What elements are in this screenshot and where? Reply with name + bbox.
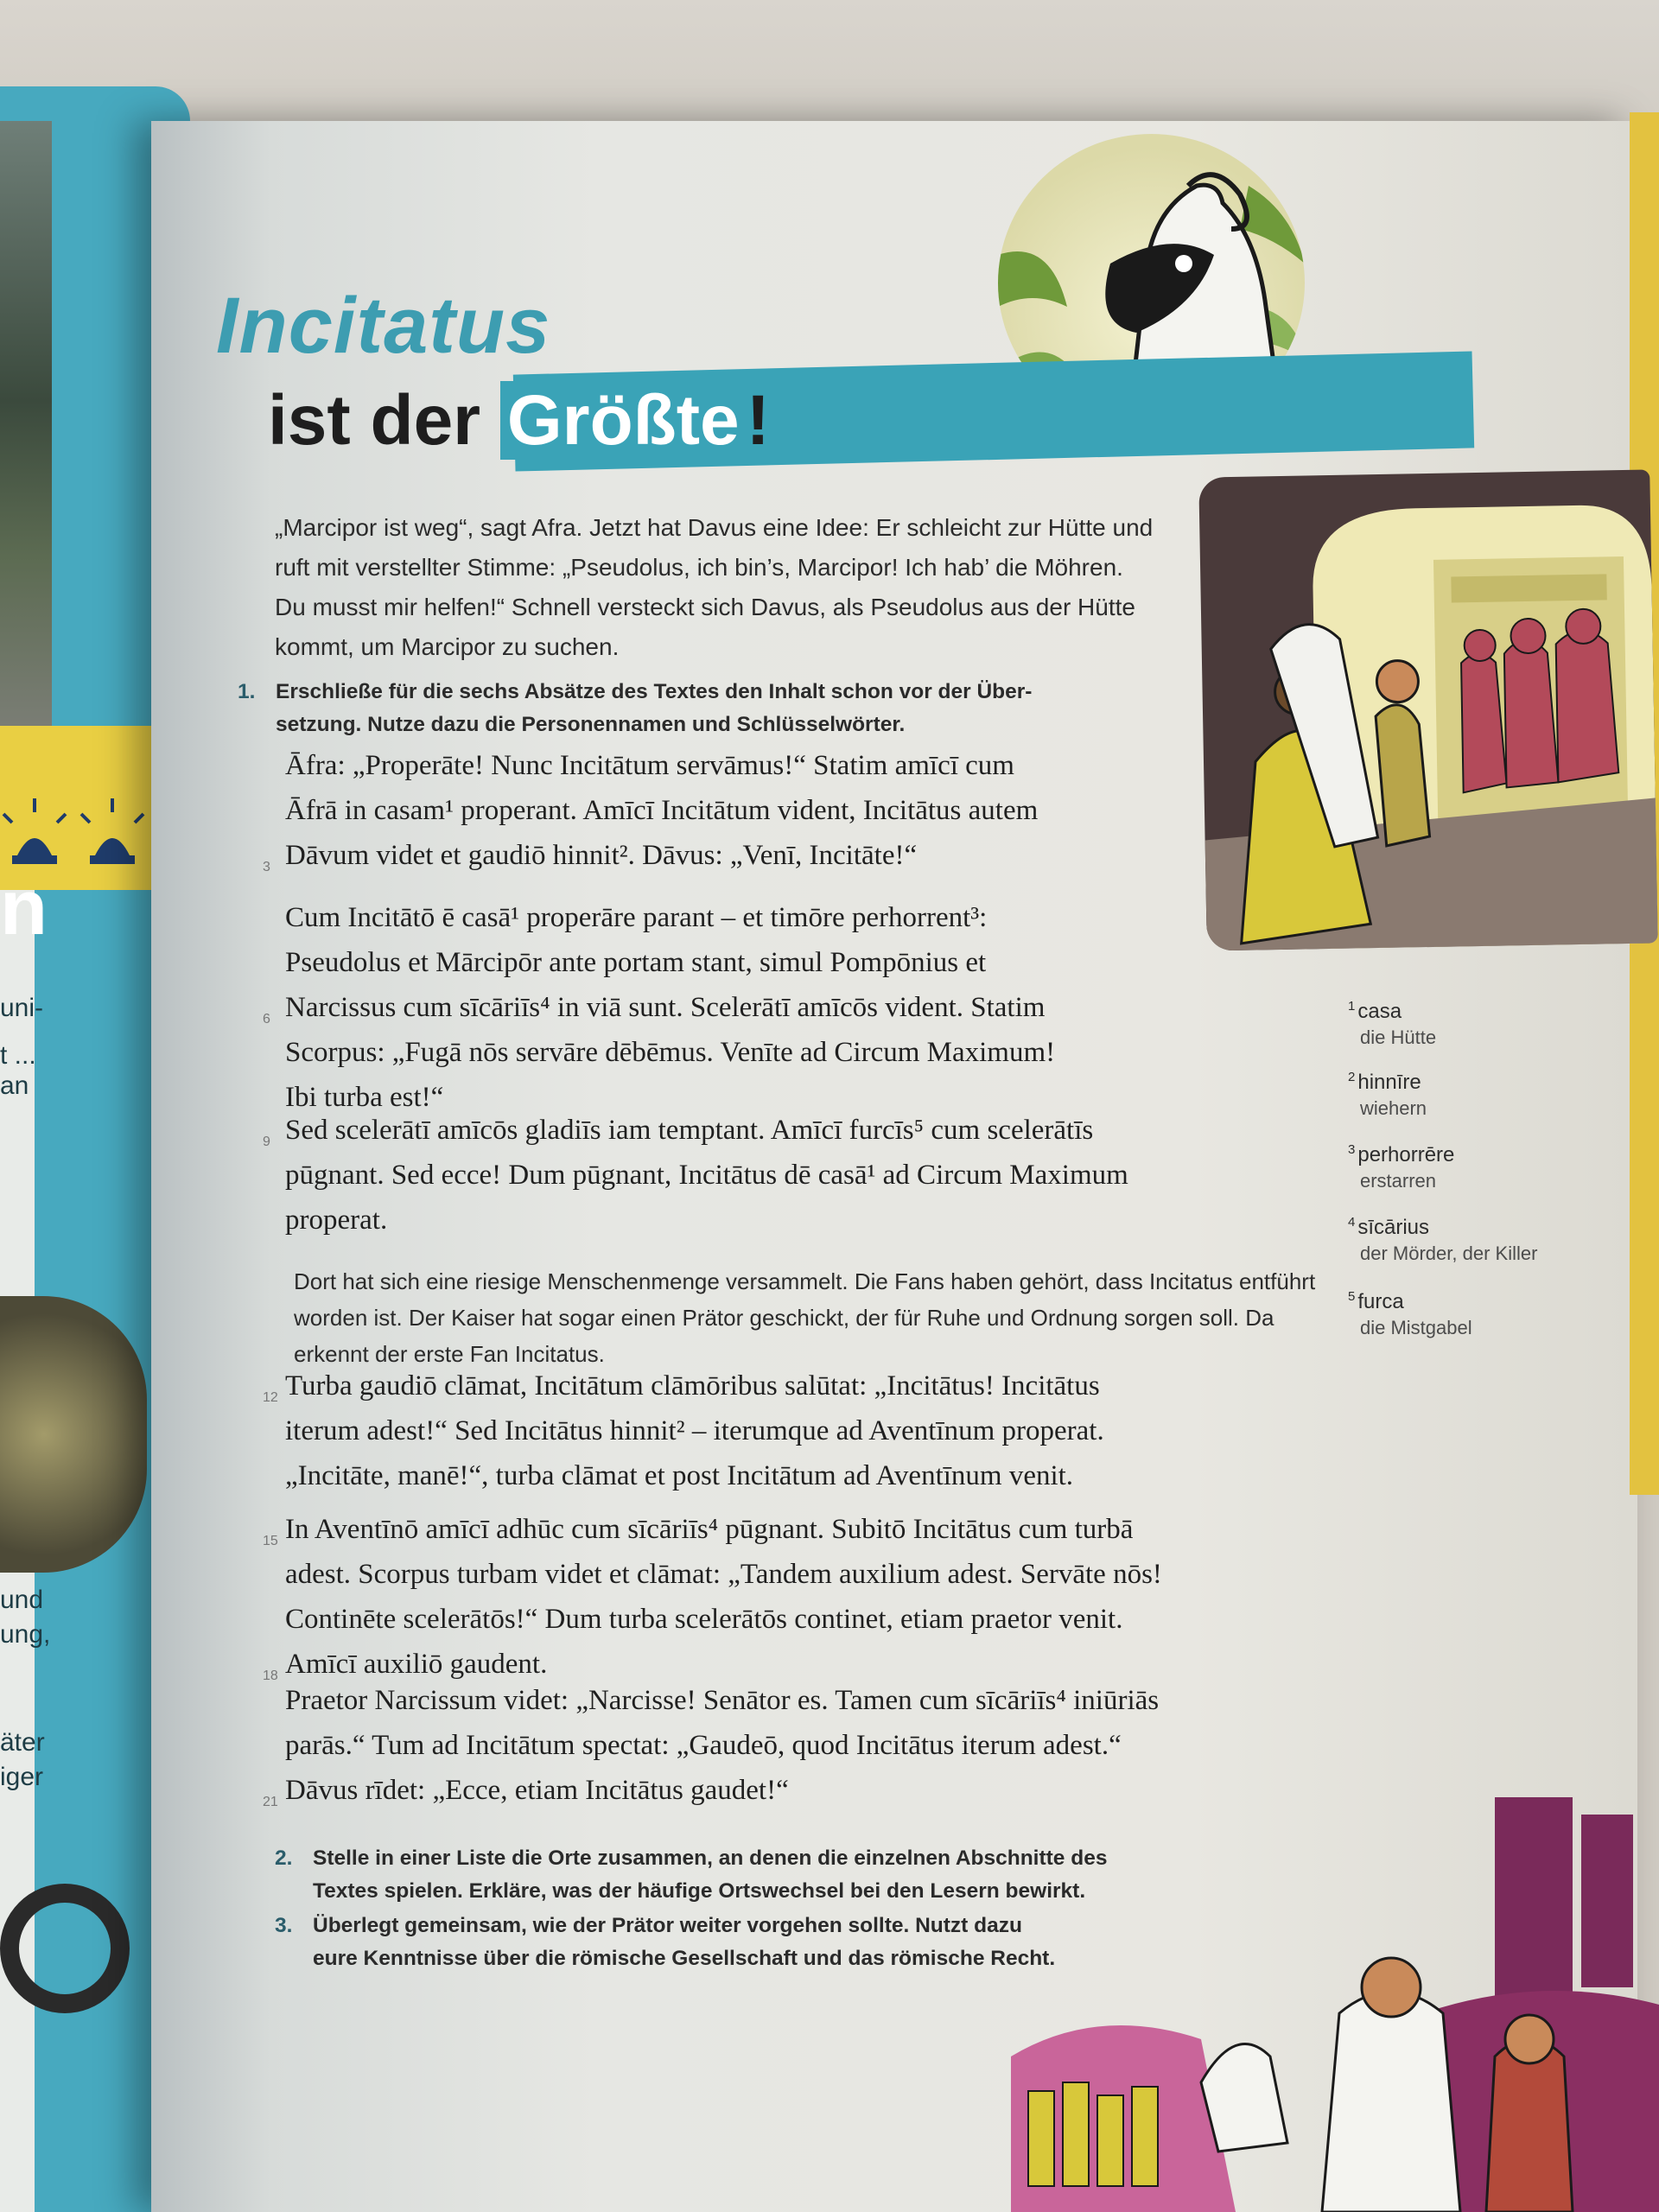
glossary-latin: hinnīre (1357, 1071, 1421, 1094)
german-bridge-text: Dort hat sich eine riesige Menschenmenge versammelt. Die Fans haben gehört, dass Incitatus entführt worden ist. Der Kaiser hat sogar einen Prätor geschickt, der für Ruhe und Ordnung sorgen soll. Da erkennt der erste Fan Incitatus. (294, 1268, 1316, 1367)
latin-line: Scorpus: „Fugā nōs servāre dēbēmus. Venīte ad Circum Maximum! (285, 1037, 1056, 1068)
latin-line: Pseudolus et Mārcipōr ante portam stant, simul Pompōnius et (285, 947, 987, 978)
task-number: 1. (238, 680, 256, 703)
prev-fragment: ung, (0, 1620, 51, 1649)
line-number: 9 (263, 1135, 270, 1149)
latin-line: Continēte scelerātōs!“ Dum turba scelerātōs continet, etiam praetor venit. (285, 1604, 1123, 1635)
glossary-german: der Mörder, der Killer (1360, 1243, 1538, 1264)
latin-paragraph-3 (263, 1108, 1128, 1243)
title-exclamation: ! (746, 381, 770, 460)
latin-line: Ibi turba est!“ (285, 1082, 444, 1113)
prev-fragment: n (0, 865, 48, 951)
line-number: 12 (263, 1390, 278, 1405)
glossary-entry (1348, 994, 1436, 1051)
escape-illustration (1198, 469, 1657, 950)
latin-line: Dāvum videt et gaudiō hinnit². Dāvus: „Venī, Incitāte!“ (285, 840, 918, 871)
prev-fragment: t ... (0, 1041, 36, 1070)
title-accent-word: Größte (500, 381, 747, 460)
line-number: 18 (263, 1669, 278, 1683)
latin-paragraph-4 (263, 1363, 1104, 1498)
prev-fragment: und (0, 1586, 44, 1614)
glossary-entry (1348, 1284, 1472, 1341)
latin-line: Cum Incitātō ē casā¹ properāre parant – et timōre perhorrent³: (285, 902, 988, 933)
task-3 (275, 1910, 1055, 1975)
title-line-2-start: ist der (268, 381, 500, 460)
prev-fragment: an (0, 1071, 29, 1100)
latin-line: Turba gaudiō clāmat, Incitātum clāmōribus salūtat: „Incitātus! Incitātus (285, 1370, 1100, 1402)
crowd-illustration (1011, 1797, 1659, 2212)
task-number: 2. (275, 1847, 293, 1870)
glossary-german: die Mistgabel (1360, 1317, 1472, 1338)
latin-line: Āfra: „Properāte! Nunc Incitātum servāmus!“ Statim amīcī cum (285, 750, 1014, 781)
intro-text: „Marcipor ist weg“, sagt Afra. Jetzt hat Davus eine Idee: Er schleicht zur Hütte und ruft mit verstellter Stimme: „Pseudolus, ich bin’s, Marcipor! Ich hab’ die Möhren. Du musst mir helfen!“ Schnell versteckt sich Davus, als Pseudolus aus der Hütte kommt, um Marcipor zu suchen. (275, 514, 1154, 660)
latin-line: Āfrā in casam¹ properant. Amīcī Incitātum vident, Incitātus autem (285, 795, 1039, 826)
glossary-latin: furca (1357, 1290, 1404, 1313)
latin-paragraph-6 (263, 1678, 1160, 1813)
latin-paragraph-5 (263, 1507, 1162, 1687)
latin-line: Sed scelerātī amīcōs gladiīs iam temptant. Amīcī furcīs⁵ cum scelerātīs (285, 1115, 1094, 1146)
footnote-number: 5 (1348, 1289, 1356, 1304)
latin-line: In Aventīnō amīcī adhūc cum sīcāriīs⁴ pūgnant. Subitō Incitātus cum turbā (285, 1514, 1134, 1545)
line-number: 6 (263, 1012, 270, 1027)
latin-line: Narcissus cum sīcāriīs⁴ in viā sunt. Scelerātī amīcōs vident. Statim (285, 992, 1046, 1023)
latin-line: Amīcī auxiliō gaudent. (285, 1649, 548, 1680)
footnote-number: 4 (1348, 1215, 1356, 1230)
glossary-german: wiehern (1360, 1097, 1427, 1119)
latin-paragraph-1 (263, 743, 1039, 878)
helmet-photo (0, 1296, 147, 1573)
task-2 (275, 1842, 1107, 1908)
task-line: Erschließe für die sechs Absätze des Textes den Inhalt schon vor der Über- (276, 680, 1033, 703)
task-line: Überlegt gemeinsam, wie der Prätor weiter vorgehen sollte. Nutzt dazu (313, 1914, 1022, 1937)
task-line: Stelle in einer Liste die Orte zusammen, an denen die einzelnen Abschnitte des (313, 1847, 1108, 1870)
latin-line: properat. (285, 1205, 388, 1236)
line-number: 21 (263, 1795, 278, 1809)
glossary-german: die Hütte (1360, 1027, 1437, 1048)
glossary-entry (1348, 1210, 1537, 1267)
glossary-entry (1348, 1065, 1427, 1122)
prev-fragment: iger (0, 1763, 44, 1791)
latin-line: „Incitāte, manē!“, turba clāmat et post Incitātum ad Aventīnum venit. (285, 1460, 1074, 1491)
latin-line: adest. Scorpus turbam videt et clāmat: „Tandem auxilium adest. Servāte nōs! (285, 1559, 1162, 1590)
prev-fragment: äter (0, 1728, 45, 1757)
glossary-latin: sīcārius (1357, 1216, 1430, 1239)
glossary-entry (1348, 1137, 1454, 1194)
latin-line: parās.“ Tum ad Incitātum spectat: „Gaudeō, quod Incitātus iterum adest.“ (285, 1730, 1122, 1761)
title-line-2 (268, 380, 770, 461)
glossary-german: erstarren (1360, 1170, 1437, 1192)
latin-line: pūgnant. Sed ecce! Dum pūgnant, Incitātus dē casā¹ ad Circum Maximum (285, 1160, 1128, 1191)
latin-line: Dāvus rīdet: „Ecce, etiam Incitātus gaudet!“ (285, 1775, 789, 1806)
latin-line: Praetor Narcissum videt: „Narcisse! Senātor es. Tamen cum sīcāriīs⁴ iniūriās (285, 1685, 1160, 1716)
footnote-number: 3 (1348, 1142, 1356, 1157)
previous-page-photo (0, 121, 52, 743)
line-number: 15 (263, 1534, 278, 1548)
task-line: Textes spielen. Erkläre, was der häufige Ortswechsel bei den Lesern bewirkt. (313, 1879, 1086, 1903)
task-line: setzung. Nutze dazu die Personennamen und Schlüsselwörter. (276, 713, 906, 736)
latin-line: iterum adest!“ Sed Incitātus hinnit² – iterumque ad Aventīnum properat. (285, 1415, 1104, 1446)
title-line-1: Incitatus (216, 282, 551, 370)
task-line: eure Kenntnisse über die römische Gesellschaft und das römische Recht. (313, 1947, 1056, 1970)
line-number: 3 (263, 860, 270, 874)
latin-paragraph-2 (263, 895, 1056, 1120)
task-1 (238, 676, 1032, 741)
shackle-photo (0, 1884, 130, 2013)
task-number: 3. (275, 1914, 293, 1937)
glossary-latin: casa (1357, 1000, 1402, 1023)
glossary-latin: perhorrēre (1357, 1143, 1455, 1166)
footnote-number: 1 (1348, 999, 1356, 1014)
prev-fragment: uni- (0, 994, 44, 1022)
footnote-number: 2 (1348, 1070, 1356, 1084)
